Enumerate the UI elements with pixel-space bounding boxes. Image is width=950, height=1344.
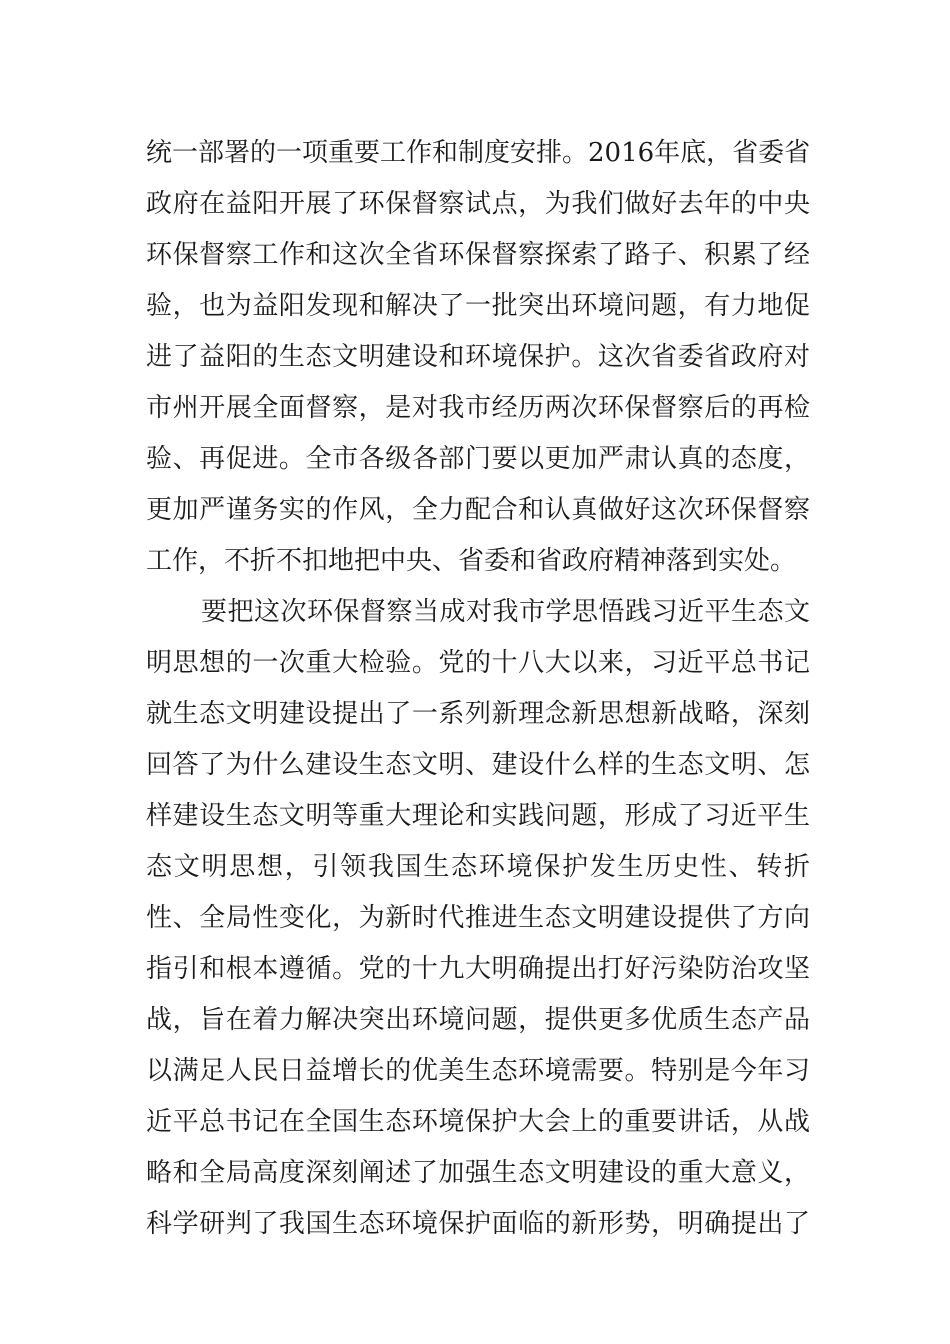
text-line: 态文明思想，引领我国生态环境保护发生历史性、转折 [146, 852, 810, 882]
text-line: 近平总书记在全国生态环境保护大会上的重要讲话，从战 [146, 1107, 810, 1137]
body-text [146, 128, 810, 1250]
text-line: 就生态文明建设提出了一系列新理念新思想新战略，深刻 [146, 699, 810, 729]
text-line: 环保督察工作和这次全省环保督察探索了路子、积累了经 [146, 240, 810, 270]
text-line: 以满足人民日益增长的优美生态环境需要。特别是今年习 [146, 1056, 810, 1086]
text-line: 指引和根本遵循。党的十九大明确提出打好污染防治攻坚 [146, 954, 810, 984]
text-line: 略和全局高度深刻阐述了加强生态文明建设的重大意义， [146, 1158, 810, 1188]
text-line: 统一部署的一项重要工作和制度安排。2016年底，省委省 [146, 138, 811, 168]
text-line: 样建设生态文明等重大理论和实践问题，形成了习近平生 [146, 801, 810, 831]
text-line: 明思想的一次重大检验。党的十八大以来，习近平总书记 [146, 648, 810, 678]
text-line: 回答了为什么建设生态文明、建设什么样的生态文明、怎 [146, 750, 810, 780]
paragraph-2 [146, 587, 810, 1250]
text-line: 要把这次环保督察当成对我市学思悟践习近平生态文 [201, 597, 810, 627]
text-line: 性、全局性变化，为新时代推进生态文明建设提供了方向 [146, 903, 810, 933]
text-line: 验，也为益阳发现和解决了一批突出环境问题，有力地促 [146, 291, 810, 321]
text-line: 市州开展全面督察，是对我市经历两次环保督察后的再检 [146, 393, 810, 423]
text-line: 工作，不折不扣地把中央、省委和省政府精神落到实处。 [146, 546, 797, 576]
text-line: 科学研判了我国生态环境保护面临的新形势，明确提出了 [146, 1209, 810, 1239]
text-line: 验、再促进。全市各级各部门要以更加严肃认真的态度， [146, 444, 810, 474]
text-line: 进了益阳的生态文明建设和环境保护。这次省委省政府对 [146, 342, 810, 372]
text-line: 政府在益阳开展了环保督察试点，为我们做好去年的中央 [146, 189, 810, 219]
paragraph-1 [146, 128, 810, 587]
text-line: 更加严谨务实的作风，全力配合和认真做好这次环保督察 [146, 495, 810, 525]
text-line: 战，旨在着力解决突出环境问题，提供更多优质生态产品 [146, 1005, 810, 1035]
